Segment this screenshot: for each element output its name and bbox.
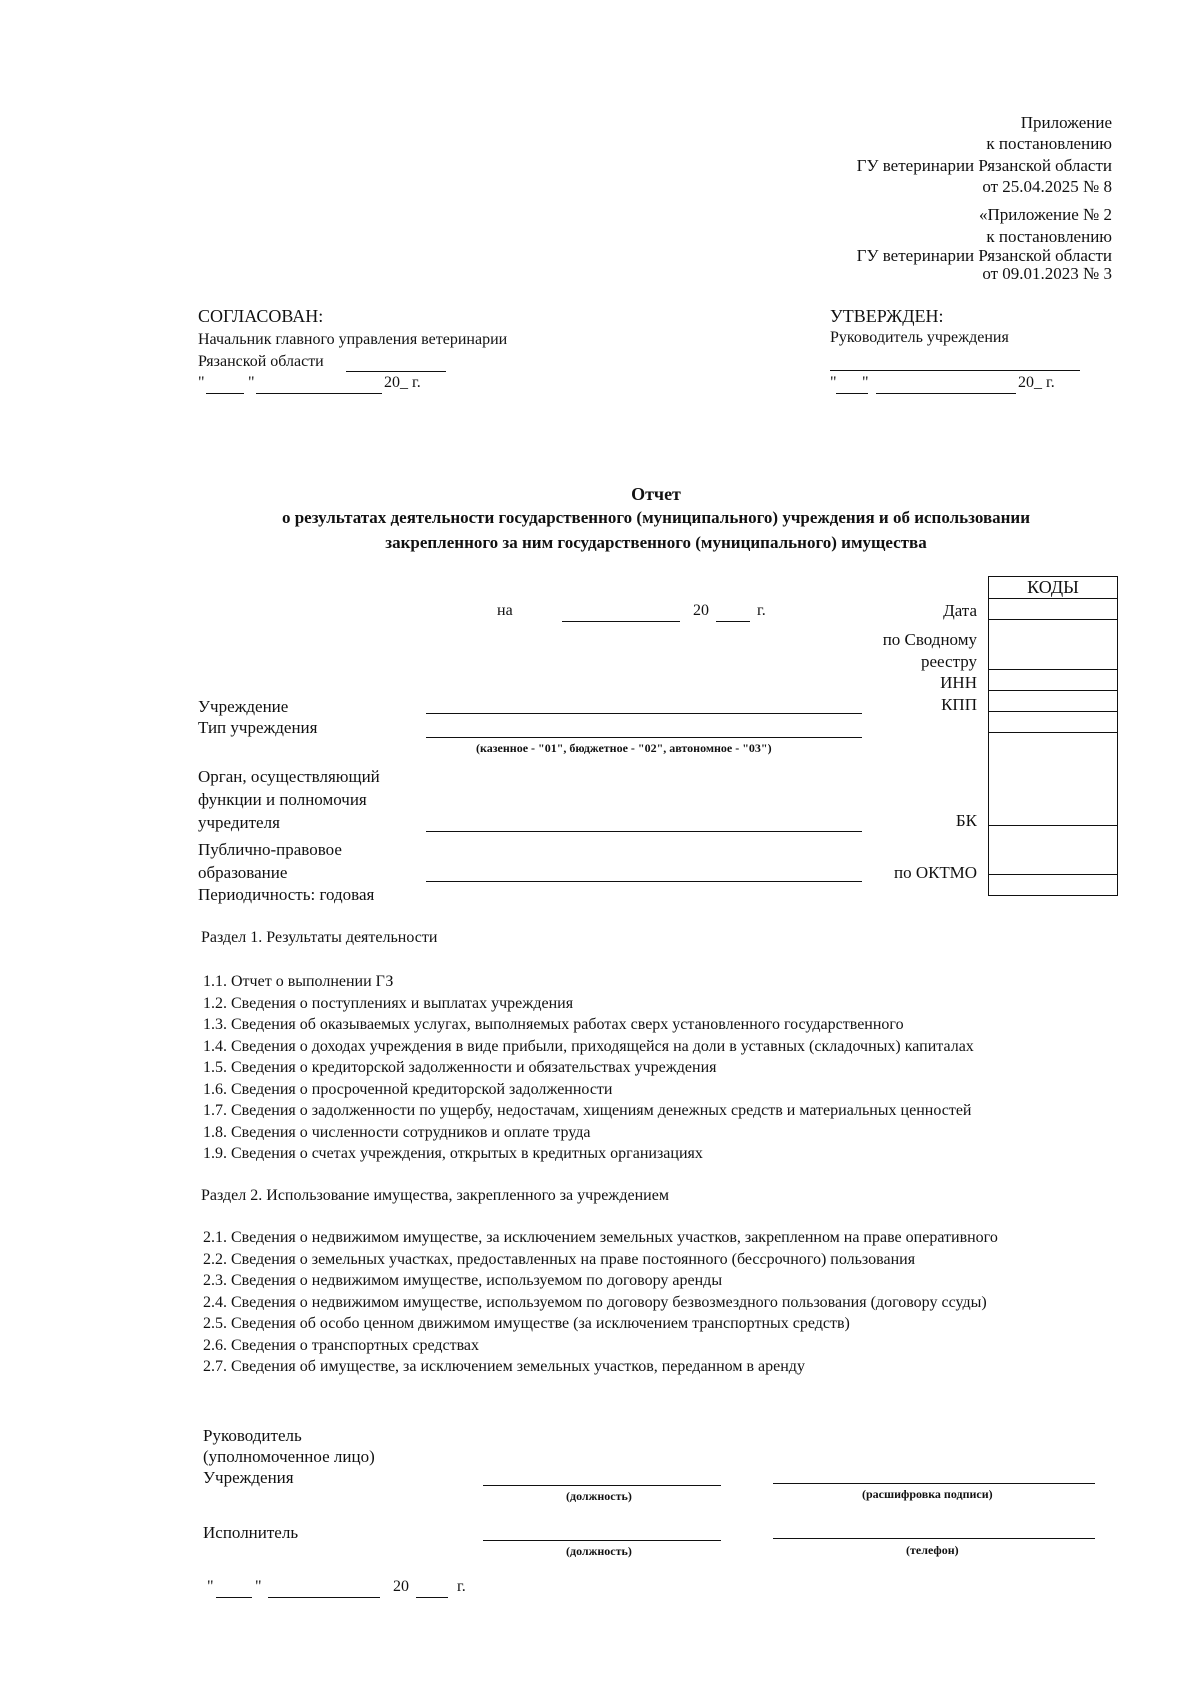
label-periodicity: Периодичность: годовая — [198, 885, 375, 904]
appendix-line: к постановлению — [986, 134, 1112, 153]
appendix-line: ГУ ветеринарии Рязанской области — [856, 156, 1112, 175]
type-hint: (казенное - "01", бюджетное - "02", автономное - "03") — [476, 741, 772, 755]
label-founder: функции и полномочия — [198, 790, 367, 809]
agreed-title: СОГЛАСОВАН: — [198, 306, 324, 326]
code-cell-registry[interactable] — [989, 620, 1118, 670]
code-label-bk: БК — [955, 811, 977, 830]
code-cell-oktmo[interactable] — [989, 826, 1118, 875]
sig-year-suffix: г. — [457, 1578, 466, 1595]
date-quote: " — [248, 374, 255, 391]
sig-head: Руководитель — [203, 1426, 302, 1445]
founder-line[interactable] — [426, 831, 862, 832]
agreed-line: Рязанской области — [198, 353, 324, 370]
phone-hint: (телефон) — [906, 1543, 959, 1557]
month-line[interactable] — [876, 393, 1016, 394]
list-item: 1.6. Сведения о просроченной кредиторской задолженности — [203, 1080, 613, 1098]
position-hint: (должность) — [566, 1544, 632, 1558]
appendix-line: ГУ ветеринарии Рязанской области — [856, 246, 1112, 265]
section1-title: Раздел 1. Результаты деятельности — [201, 929, 438, 946]
report-title-line: о результатах деятельности государственного (муниципального) учреждения и об использовании — [281, 508, 1031, 527]
codes-header: КОДЫ — [989, 577, 1118, 599]
approved-title: УТВЕРЖДЕН: — [830, 306, 944, 326]
position-line[interactable] — [483, 1485, 721, 1486]
signature-hint: (расшифровка подписи) — [862, 1487, 993, 1501]
date-year-prefix: 20 — [693, 602, 709, 619]
list-item: 2.3. Сведения о недвижимом имуществе, используемом по договору аренды — [203, 1272, 723, 1289]
section1-list — [203, 971, 974, 1165]
year-field-line[interactable] — [716, 621, 750, 622]
code-label-registry: реестру — [921, 652, 977, 671]
list-item: 2.2. Сведения о земельных участках, предоставленных на праве постоянного (бессрочного) пользования — [203, 1250, 916, 1268]
position-hint: (должность) — [566, 1489, 632, 1503]
list-item: 2.7. Сведения об имуществе, за исключением земельных участков, переданном в аренду — [203, 1358, 805, 1375]
code-cell-date[interactable] — [989, 599, 1118, 620]
sig-date-quote: " — [207, 1578, 214, 1595]
appendix-line: от 09.01.2023 № 3 — [982, 264, 1112, 283]
day-line[interactable] — [206, 393, 244, 394]
code-label-inn: ИНН — [940, 673, 977, 692]
month-line[interactable] — [256, 393, 382, 394]
institution-line[interactable] — [426, 713, 862, 714]
list-item: 1.4. Сведения о доходах учреждения в виде прибыли, приходящейся на доли в уставных (складочных) капиталах — [203, 1037, 974, 1055]
date-quote: " — [862, 374, 869, 391]
sig-year-line[interactable] — [416, 1597, 448, 1598]
report-title-line: закрепленного за ним государственного (муниципального) имущества — [385, 533, 927, 552]
sig-head: Учреждения — [203, 1468, 294, 1487]
list-item: 2.4. Сведения о недвижимом имуществе, используемом по договору безвозмездного пользования (договору ссуды) — [203, 1293, 987, 1311]
label-founder: Орган, осуществляющий — [198, 767, 380, 786]
appendix-line: «Приложение № 2 — [979, 205, 1112, 224]
date-na: на — [497, 602, 513, 619]
date-year-suffix: г. — [757, 602, 766, 619]
phone-line[interactable] — [773, 1538, 1095, 1539]
executor-position-line[interactable] — [483, 1540, 721, 1541]
code-cell-kpp[interactable] — [989, 691, 1118, 712]
list-item: 2.1. Сведения о недвижимом имуществе, за исключением земельных участков, закрепленном на праве оперативного — [203, 1229, 998, 1246]
code-label-kpp: КПП — [941, 695, 977, 714]
approved-line: Руководитель учреждения — [830, 329, 1009, 346]
code-label-date: Дата — [943, 601, 977, 620]
list-item: 1.7. Сведения о задолженности по ущербу, недостачам, хищениям денежных средств и материальных ценностей — [203, 1102, 972, 1119]
executor-label: Исполнитель — [203, 1523, 299, 1542]
signature-line[interactable] — [346, 371, 446, 372]
sig-month-line[interactable] — [268, 1597, 380, 1598]
list-item: 1.2. Сведения о поступлениях и выплатах учреждения — [203, 994, 574, 1012]
list-item: 1.5. Сведения о кредиторской задолженности и обязательствах учреждения — [203, 1059, 717, 1076]
sig-head: (уполномоченное лицо) — [203, 1447, 375, 1466]
code-cell-bk[interactable] — [989, 733, 1118, 826]
date-quote: " — [830, 374, 837, 391]
label-founder: учредителя — [198, 813, 280, 832]
section2-title: Раздел 2. Использование имущества, закрепленного за учреждением — [201, 1187, 669, 1204]
code-cell-periodicity[interactable] — [989, 875, 1118, 896]
appendix-line: к постановлению — [986, 227, 1112, 246]
codes-table — [988, 576, 1118, 896]
public-line[interactable] — [426, 881, 862, 882]
date-year: 20_ г. — [384, 374, 421, 391]
type-line[interactable] — [426, 737, 862, 738]
date-field-line[interactable] — [562, 621, 680, 622]
code-cell-inn[interactable] — [989, 670, 1118, 691]
date-quote: " — [198, 374, 205, 391]
list-item: 1.8. Сведения о численности сотрудников и оплате труда — [203, 1123, 591, 1141]
appendix-line: от 25.04.2025 № 8 — [982, 177, 1112, 196]
list-item: 2.6. Сведения о транспортных средствах — [203, 1336, 480, 1354]
sig-year-prefix: 20 — [393, 1578, 409, 1595]
day-line[interactable] — [836, 393, 868, 394]
list-item: 1.9. Сведения о счетах учреждения, открытых в кредитных организациях — [203, 1145, 703, 1162]
agreed-line: Начальник главного управления ветеринарии — [198, 331, 508, 348]
appendix-line: Приложение — [1020, 113, 1112, 132]
sig-day-line[interactable] — [216, 1597, 252, 1598]
label-type: Тип учреждения — [198, 718, 318, 737]
label-public: Публично-правовое — [198, 840, 342, 859]
label-institution: Учреждение — [198, 697, 289, 716]
date-year: 20_ г. — [1018, 374, 1055, 391]
signature-line[interactable] — [830, 370, 1080, 371]
report-title-line: Отчет — [631, 484, 681, 504]
section2-list — [203, 1227, 998, 1378]
list-item: 2.5. Сведения об особо ценном движимом имуществе (за исключением транспортных средств) — [203, 1315, 850, 1332]
label-public: образование — [198, 863, 288, 882]
code-label-oktmo: по ОКТМО — [893, 863, 977, 882]
list-item: 1.1. Отчет о выполнении ГЗ — [203, 973, 394, 990]
signature-decode-line[interactable] — [773, 1483, 1095, 1484]
code-label-registry: по Сводному — [882, 630, 977, 649]
list-item: 1.3. Сведения об оказываемых услугах, выполняемых работах сверх установленного государственного — [203, 1016, 904, 1033]
sig-date-quote: " — [255, 1578, 262, 1595]
code-cell-type[interactable] — [989, 712, 1118, 733]
